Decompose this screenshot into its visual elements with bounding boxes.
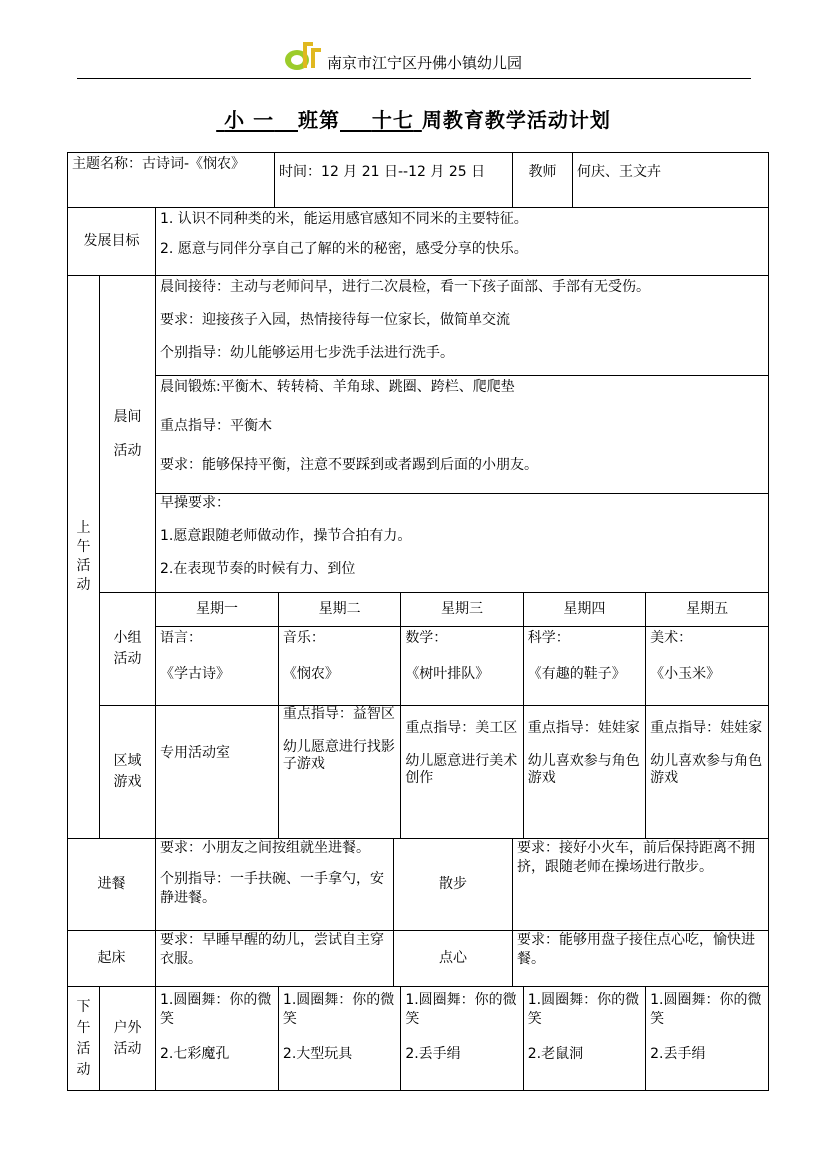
group-subject-cell: 音乐： 《悯农》 xyxy=(278,626,400,705)
exercise-cell xyxy=(156,376,769,494)
area-row xyxy=(68,706,769,839)
wake-label: 起床 xyxy=(68,931,156,987)
group-grid xyxy=(156,593,768,705)
wake-row xyxy=(68,931,769,987)
drill-line: 2.在表现节奏的时候有力、到位 xyxy=(160,561,356,577)
drill-line: 1.愿意跟随老师做动作，操节合拍有力。 xyxy=(160,528,412,544)
activity-plan-table xyxy=(67,152,769,1091)
area-cell: 重点指导：益智区 幼儿愿意进行找影子游戏 xyxy=(278,706,400,838)
snack-cell: 要求：能够用盘子接住点心吃，愉快进餐。 xyxy=(513,931,769,987)
walk-cell: 要求：接好小火车，前后保持距离不拥挤，跟随老师在操场进行散步。 xyxy=(513,839,769,931)
day-header: 星期四 xyxy=(523,593,645,626)
reception-line: 要求：迎接孩子入园，热情接待每一位家长，做简单交流 xyxy=(160,312,510,328)
day-header: 星期一 xyxy=(156,593,278,626)
exercise-row xyxy=(68,376,769,494)
outdoor-cell: 1.圆圈舞：你的微笑 2.老鼠洞 xyxy=(523,987,645,1090)
meal-row xyxy=(68,839,769,931)
info-row xyxy=(68,153,769,208)
group-label: 小组 活动 xyxy=(100,593,156,706)
group-subject-cell: 美术： 《小玉米》 xyxy=(646,626,768,705)
area-cell: 重点指导：娃娃家 幼儿喜欢参与角色游戏 xyxy=(523,706,645,838)
goal-item: 1. 认识不同种类的米，能运用感官感知不同米的主要特征。 xyxy=(160,211,528,227)
reception-row xyxy=(68,276,769,376)
drill-line: 早操要求： xyxy=(160,495,230,511)
outdoor-label: 户外 活动 xyxy=(100,987,156,1091)
goal-item: 2. 愿意与同伴分享自己了解的米的秘密，感受分享的快乐。 xyxy=(160,241,528,257)
afternoon-section-label: 下 午 活 动 xyxy=(68,987,100,1091)
area-cell: 重点指导：娃娃家 幼儿喜欢参与角色游戏 xyxy=(650,720,763,786)
exercise-line: 要求：能够保持平衡，注意不要踩到或者踢到后面的小朋友。 xyxy=(160,457,538,473)
outdoor-cell: 1.圆圈舞：你的微笑 2.大型玩具 xyxy=(278,987,400,1090)
teacher-names: 何庆、王文卉 xyxy=(577,163,662,180)
outdoor-grid-cell xyxy=(156,987,769,1091)
reception-line: 个别指导：幼儿能够运用七步洗手法进行洗手。 xyxy=(160,345,454,361)
title-mid: 班第 xyxy=(298,108,340,132)
group-row xyxy=(68,593,769,706)
goals-row xyxy=(68,208,769,276)
theme-cell xyxy=(68,153,275,208)
walk-label: 散步 xyxy=(394,839,513,931)
area-cell: 专用活动室 xyxy=(156,706,278,838)
drill-cell xyxy=(156,494,769,593)
page-title xyxy=(0,104,827,133)
outdoor-cell: 1.圆圈舞：你的微笑 2.丢手绢 xyxy=(401,987,523,1090)
day-header: 星期三 xyxy=(401,593,523,626)
group-grid-cell xyxy=(156,593,769,706)
outdoor-cell: 1.圆圈舞：你的微笑 2.丢手绢 xyxy=(650,992,762,1062)
snack-label: 点心 xyxy=(394,931,513,987)
title-week: 十七 xyxy=(371,108,414,132)
school-name: 南京市江宁区丹佛小镇幼儿园 xyxy=(327,54,523,72)
meal-label: 进餐 xyxy=(68,839,156,931)
title-class: 小 一 xyxy=(224,108,275,132)
group-subject-cell: 数学： 《树叶排队》 xyxy=(401,626,523,705)
title-tail: 周教育教学活动计划 xyxy=(421,108,611,132)
day-header: 星期二 xyxy=(278,593,400,626)
theme-label: 主题名称：古诗词-《悯农》 xyxy=(72,156,246,172)
goals-cell xyxy=(156,208,769,276)
exercise-line: 晨间锻炼:平衡木、转转椅、羊角球、跳圈、跨栏、爬爬垫 xyxy=(160,379,515,395)
area-label: 区域 游戏 xyxy=(100,706,156,839)
meal-cell: 要求：小朋友之间按组就坐进餐。 个别指导：一手扶碗、一手拿勺，安静进餐。 xyxy=(156,839,394,931)
group-subject-cell: 科学： 《有趣的鞋子》 xyxy=(523,626,645,705)
afternoon-row xyxy=(68,987,769,1091)
exercise-line: 重点指导：平衡木 xyxy=(160,418,272,434)
time-label: 时间：12 月 21 日--12 月 25 日 xyxy=(279,163,486,180)
morning-activity-label: 晨间 活动 xyxy=(100,276,156,593)
day-header: 星期五 xyxy=(646,593,768,626)
document-header xyxy=(0,30,827,80)
morning-section-label: 上 午 活 动 xyxy=(68,276,100,839)
area-cell: 重点指导：美工区 幼儿愿意进行美术创作 xyxy=(401,706,523,838)
teacher-names-cell xyxy=(573,153,769,208)
outdoor-cell: 1.圆圈舞：你的微笑 2.七彩魔孔 xyxy=(156,987,278,1090)
reception-line: 晨间接待：主动与老师问早，进行二次晨检，看一下孩子面部、手部有无受伤。 xyxy=(160,279,650,295)
teacher-label-cell xyxy=(513,153,573,208)
drill-row xyxy=(68,494,769,593)
outdoor-grid xyxy=(156,987,768,1090)
area-grid xyxy=(156,706,768,838)
reception-cell xyxy=(156,276,769,376)
group-subject-cell: 语言： 《学古诗》 xyxy=(156,626,278,705)
area-grid-cell xyxy=(156,706,769,839)
school-logo-icon xyxy=(283,38,323,72)
goals-label: 发展目标 xyxy=(68,208,156,276)
header-divider xyxy=(77,78,751,79)
teacher-label: 教师 xyxy=(528,163,557,180)
time-cell xyxy=(275,153,513,208)
wake-cell: 要求：早睡早醒的幼儿，尝试自主穿衣服。 xyxy=(156,931,394,987)
